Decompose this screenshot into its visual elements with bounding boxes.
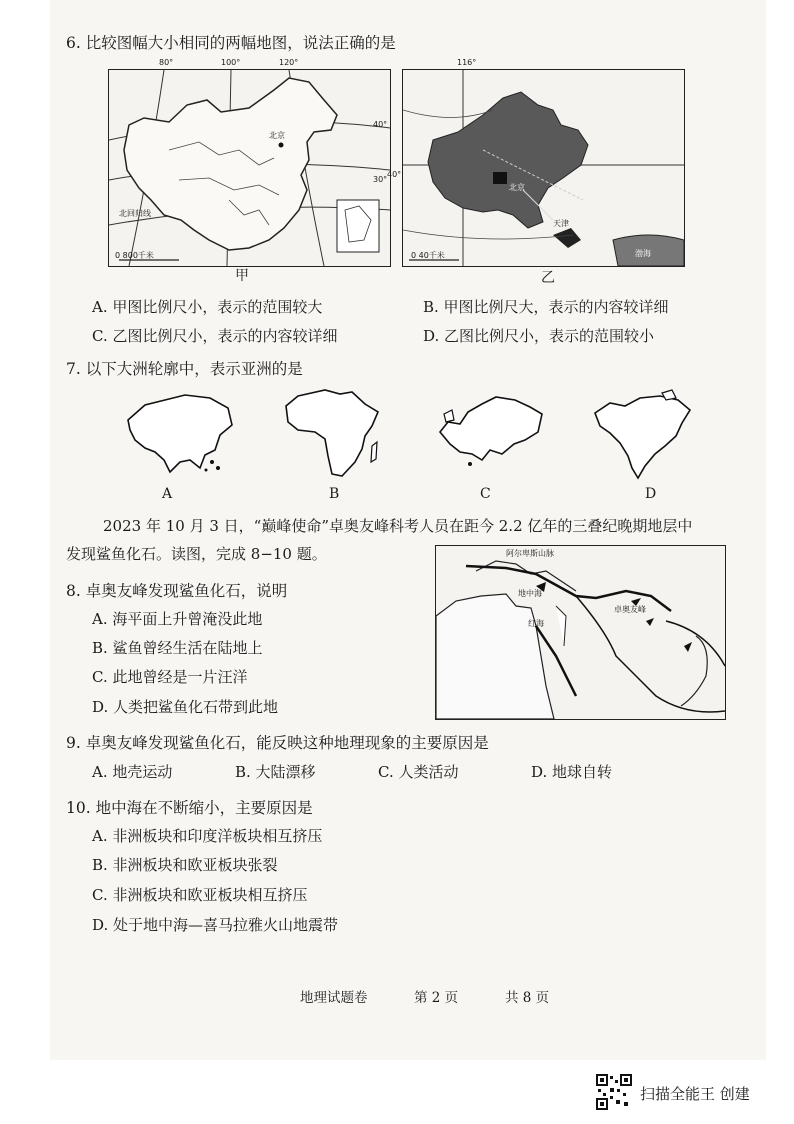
footer-subject: 地理试题卷 (300, 990, 368, 1006)
place-bohai: 渤海 (635, 249, 651, 258)
q8-option-a[interactable]: A. 海平面上升曾淹没此地 (92, 610, 263, 628)
lon-label-100: 100° (221, 58, 241, 67)
lon-label-116: 116° (457, 58, 477, 67)
map-yi-caption: 乙 (541, 270, 555, 286)
place-beijing: 北京 (269, 131, 285, 140)
q9-option-d[interactable]: D. 地球自转 (531, 763, 613, 781)
lat-label-40-yi: 40° (387, 170, 402, 179)
qr-code-icon (596, 1074, 632, 1110)
map-yi (387, 58, 685, 267)
lat-label-30: 30° (373, 175, 388, 184)
q10-option-a[interactable]: A. 非洲板块和印度洋板块相互挤压 (92, 827, 323, 845)
q10-option-b[interactable]: B. 非洲板块和欧亚板块张裂 (92, 856, 278, 874)
q8-option-c[interactable]: C. 此地曾经是一片汪洋 (92, 668, 248, 686)
map-jia-drawing (109, 70, 390, 266)
place-tianjin: 天津 (553, 219, 569, 228)
continent-outline-d[interactable] (590, 388, 700, 483)
footer-total: 共 8 页 (505, 990, 550, 1006)
q8-option-d[interactable]: D. 人类把鲨鱼化石带到此地 (92, 698, 279, 716)
q10-option-d[interactable]: D. 处于地中海—喜马拉雅火山地震带 (92, 916, 339, 934)
map-yi-drawing (403, 70, 684, 266)
place-cho-oyu: 卓奥友峰 (614, 605, 646, 614)
footer-page: 第 2 页 (414, 990, 459, 1006)
lat-label-40: 40° (373, 120, 388, 129)
outline-label-a: A (162, 486, 173, 502)
map-jia (108, 58, 391, 267)
q6-option-b[interactable]: B. 甲图比例尺大，表示的内容较详细 (423, 298, 669, 316)
place-red-sea: 红海 (528, 619, 544, 628)
map-jia-scale: 0 800千米 (115, 251, 154, 260)
intro-line-2: 发现鲨鱼化石。读图，完成 8−10 题。 (66, 545, 327, 563)
q9-option-b[interactable]: B. 大陆漂移 (235, 763, 316, 781)
place-mediterranean: 地中海 (518, 589, 542, 598)
continent-outline-a[interactable] (120, 390, 240, 480)
plate-map-drawing (436, 546, 725, 719)
question-7-stem: 7. 以下大洲轮廓中，表示亚洲的是 (66, 360, 303, 378)
q10-option-c[interactable]: C. 非洲板块和欧亚板块相互挤压 (92, 886, 308, 904)
question-8-stem: 8. 卓奥友峰发现鲨鱼化石，说明 (66, 582, 288, 600)
place-tropic-of-cancer: 北回归线 (119, 209, 151, 218)
question-10-stem: 10. 地中海在不断缩小，主要原因是 (66, 799, 313, 817)
outline-label-b: B (329, 486, 340, 502)
intro-line-1: 2023 年 10 月 3 日，“巅峰使命”卓奥友峰科考人员在距今 2.2 亿年的三叠纪晚期地层中 (103, 517, 693, 535)
q6-option-a[interactable]: A. 甲图比例尺小，表示的范围较大 (92, 298, 323, 316)
map-jia-caption: 甲 (235, 268, 249, 284)
q6-option-c[interactable]: C. 乙图比例尺小，表示的内容较详细 (92, 327, 338, 345)
plate-map (435, 545, 726, 720)
scanner-watermark: 扫描全能王 创建 (640, 1085, 750, 1103)
outline-label-c: C (480, 486, 491, 502)
lon-label-80: 80° (159, 58, 174, 67)
question-6-stem: 6. 比较图幅大小相同的两幅地图，说法正确的是 (66, 34, 396, 52)
q9-option-a[interactable]: A. 地壳运动 (92, 763, 173, 781)
continent-outline-c[interactable] (430, 392, 550, 472)
q6-option-d[interactable]: D. 乙图比例尺小，表示的范围较小 (423, 327, 655, 345)
question-9-stem: 9. 卓奥友峰发现鲨鱼化石，能反映这种地理现象的主要原因是 (66, 734, 489, 752)
map-yi-scale: 0 40千米 (411, 251, 445, 260)
q9-option-c[interactable]: C. 人类活动 (378, 763, 459, 781)
place-alps: 阿尔卑斯山脉 (506, 549, 554, 558)
place-beijing-yi: 北京 (509, 183, 525, 192)
continent-outline-b[interactable] (280, 384, 390, 484)
outline-label-d: D (645, 486, 657, 502)
lon-label-120: 120° (279, 58, 299, 67)
q8-option-b[interactable]: B. 鲨鱼曾经生活在陆地上 (92, 639, 263, 657)
